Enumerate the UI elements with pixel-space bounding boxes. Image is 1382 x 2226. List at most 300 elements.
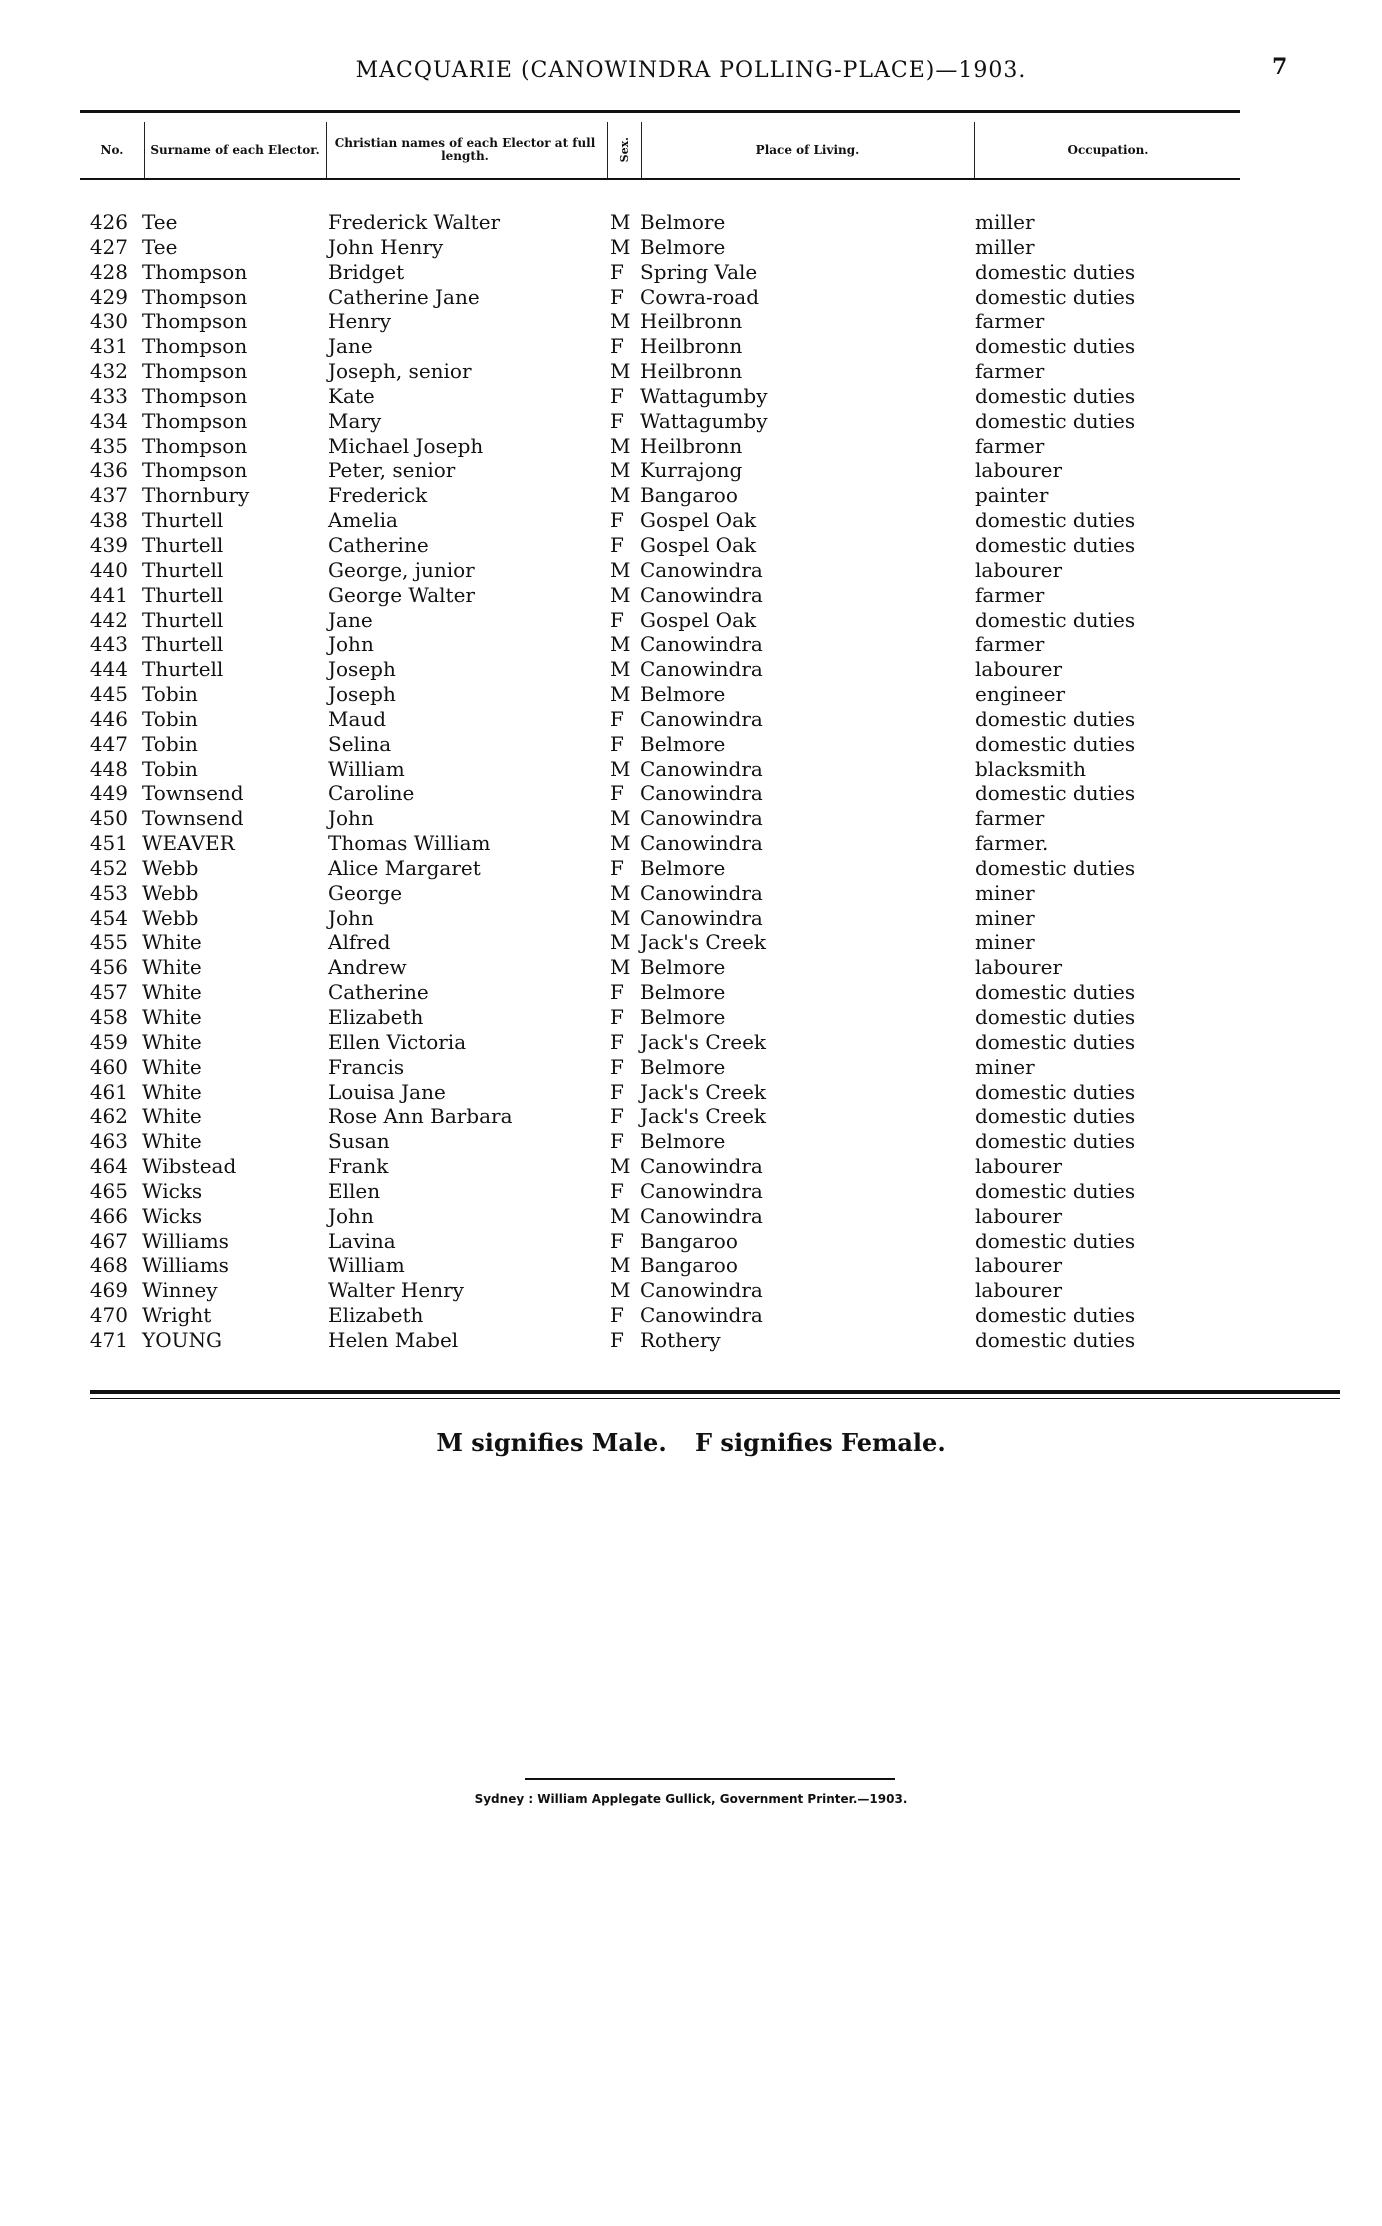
- elector-given-names: Alice Margaret: [328, 855, 481, 880]
- elector-given-names: John: [328, 806, 374, 831]
- table-row: [0, 483, 1382, 508]
- elector-surname: White: [142, 1079, 202, 1104]
- elector-sex: M: [610, 1253, 631, 1278]
- elector-occupation: labourer: [975, 1278, 1063, 1303]
- elector-sex: M: [610, 880, 631, 905]
- elector-occupation: domestic duties: [975, 259, 1136, 284]
- elector-sex: F: [610, 1178, 624, 1203]
- elector-surname: Thompson: [142, 359, 248, 384]
- legend-male: M signifies Male.: [436, 1428, 667, 1457]
- elector-sex: F: [610, 1303, 624, 1328]
- elector-surname: Tee: [142, 234, 178, 259]
- elector-number: 464: [89, 1154, 128, 1179]
- elector-place: Canowindra: [640, 657, 763, 682]
- table-row: [0, 657, 1382, 682]
- elector-surname: Thurtell: [142, 582, 224, 607]
- table-row: [0, 1129, 1382, 1154]
- elector-surname: Wicks: [142, 1203, 203, 1228]
- elector-given-names: Rose Ann Barbara: [328, 1104, 513, 1129]
- elector-given-names: Joseph: [328, 682, 396, 707]
- elector-number: 469: [89, 1278, 128, 1303]
- elector-place: Gospel Oak: [640, 508, 757, 533]
- elector-sex: F: [610, 980, 624, 1005]
- elector-occupation: labourer: [975, 1203, 1063, 1228]
- elector-occupation: domestic duties: [975, 383, 1136, 408]
- table-row: [0, 757, 1382, 782]
- elector-number: 467: [89, 1228, 128, 1253]
- elector-place: Cowra-road: [640, 284, 760, 309]
- elector-given-names: John: [328, 632, 374, 657]
- elector-sex: F: [610, 284, 624, 309]
- elector-place: Canowindra: [640, 781, 763, 806]
- table-row: [0, 955, 1382, 980]
- elector-occupation: labourer: [975, 458, 1063, 483]
- elector-place: Canowindra: [640, 706, 763, 731]
- elector-surname: Webb: [142, 880, 199, 905]
- table-row: [0, 682, 1382, 707]
- elector-given-names: Mary: [328, 408, 382, 433]
- elector-occupation: engineer: [975, 682, 1066, 707]
- elector-surname: Thompson: [142, 408, 248, 433]
- elector-given-names: John: [328, 1203, 374, 1228]
- elector-sex: M: [610, 1278, 631, 1303]
- elector-place: Wattagumby: [640, 383, 768, 408]
- elector-occupation: labourer: [975, 657, 1063, 682]
- elector-place: Belmore: [640, 980, 726, 1005]
- elector-given-names: Ellen: [328, 1178, 381, 1203]
- elector-surname: White: [142, 1129, 202, 1154]
- elector-given-names: Joseph: [328, 657, 396, 682]
- printer-imprint: Sydney : William Applegate Gullick, Government Printer.—1903.: [474, 1792, 908, 1806]
- elector-place: Rothery: [640, 1327, 721, 1352]
- table-row: [0, 732, 1382, 757]
- table-row: [0, 533, 1382, 558]
- elector-sex: M: [610, 1203, 631, 1228]
- elector-occupation: labourer: [975, 1154, 1063, 1179]
- page-number: 7: [1272, 54, 1288, 80]
- elector-surname: Thompson: [142, 458, 248, 483]
- table-row: [0, 334, 1382, 359]
- elector-given-names: Helen Mabel: [328, 1327, 459, 1352]
- elector-place: Belmore: [640, 234, 726, 259]
- elector-surname: White: [142, 1029, 202, 1054]
- elector-place: Belmore: [640, 682, 726, 707]
- elector-sex: F: [610, 1054, 624, 1079]
- elector-number: 430: [89, 309, 128, 334]
- elector-given-names: Maud: [328, 706, 387, 731]
- elector-place: Heilbronn: [640, 433, 743, 458]
- column-divider: [607, 122, 608, 178]
- table-row: [0, 1080, 1382, 1105]
- table-row: [0, 285, 1382, 310]
- elector-surname: Webb: [142, 855, 199, 880]
- elector-sex: F: [610, 259, 624, 284]
- elector-surname: Williams: [142, 1253, 229, 1278]
- elector-number: 454: [89, 905, 128, 930]
- column-header-occupation: Occupation.: [1067, 142, 1149, 157]
- elector-surname: Wicks: [142, 1178, 203, 1203]
- elector-occupation: domestic duties: [975, 1178, 1136, 1203]
- elector-occupation: domestic duties: [975, 607, 1136, 632]
- elector-given-names: Francis: [328, 1054, 405, 1079]
- elector-occupation: blacksmith: [975, 756, 1086, 781]
- elector-place: Gospel Oak: [640, 532, 757, 557]
- elector-surname: Townsend: [142, 806, 244, 831]
- elector-surname: White: [142, 930, 202, 955]
- elector-number: 432: [89, 359, 128, 384]
- elector-place: Wattagumby: [640, 408, 768, 433]
- elector-given-names: George Walter: [328, 582, 475, 607]
- elector-sex: M: [610, 458, 631, 483]
- elector-surname: Tobin: [142, 756, 198, 781]
- sex-legend: [0, 1428, 1382, 1457]
- elector-number: 458: [89, 1005, 128, 1029]
- elector-sex: M: [610, 483, 631, 508]
- elector-place: Heilbronn: [640, 334, 743, 359]
- elector-occupation: miller: [975, 234, 1035, 259]
- elector-number: 465: [89, 1178, 128, 1203]
- table-row: [0, 906, 1382, 931]
- table-row: [0, 235, 1382, 260]
- elector-place: Canowindra: [640, 756, 763, 781]
- elector-occupation: labourer: [975, 557, 1063, 582]
- elector-number: 440: [89, 557, 128, 582]
- column-header-surname: Surname of each Elector.: [150, 142, 320, 157]
- elector-place: Canowindra: [640, 905, 763, 930]
- column-header-place: Place of Living.: [755, 142, 860, 157]
- elector-occupation: domestic duties: [975, 284, 1136, 309]
- elector-given-names: Selina: [328, 731, 392, 756]
- elector-place: Jack's Creek: [640, 1079, 767, 1104]
- elector-place: Belmore: [640, 1054, 726, 1079]
- elector-number: 446: [89, 706, 128, 731]
- elector-occupation: domestic duties: [975, 1327, 1136, 1352]
- column-divider: [641, 122, 642, 178]
- elector-surname: Williams: [142, 1228, 229, 1253]
- elector-place: Canowindra: [640, 1303, 763, 1328]
- elector-surname: Thompson: [142, 334, 248, 359]
- elector-surname: Thurtell: [142, 632, 224, 657]
- elector-sex: M: [610, 756, 631, 781]
- elector-sex: F: [610, 855, 624, 880]
- elector-occupation: domestic duties: [975, 408, 1136, 433]
- elector-occupation: domestic duties: [975, 508, 1136, 533]
- elector-surname: Tee: [142, 210, 178, 234]
- table-row: [0, 1030, 1382, 1055]
- table-row: [0, 1303, 1382, 1328]
- table-row: [0, 1229, 1382, 1254]
- elector-surname: White: [142, 1005, 202, 1029]
- table-row: [0, 508, 1382, 533]
- elector-surname: Thurtell: [142, 607, 224, 632]
- elector-number: 448: [89, 756, 128, 781]
- elector-sex: F: [610, 1327, 624, 1352]
- table-row: [0, 434, 1382, 459]
- elector-given-names: William: [328, 756, 405, 781]
- elector-number: 444: [89, 657, 128, 682]
- table-row: [0, 409, 1382, 434]
- elector-given-names: George: [328, 880, 403, 905]
- elector-place: Belmore: [640, 731, 726, 756]
- elector-surname: Thompson: [142, 309, 248, 334]
- table-row: [0, 1055, 1382, 1080]
- elector-sex: M: [610, 557, 631, 582]
- elector-number: 431: [89, 334, 128, 359]
- elector-sex: M: [610, 433, 631, 458]
- elector-occupation: painter: [975, 483, 1049, 508]
- elector-sex: M: [610, 234, 631, 259]
- elector-number: 442: [89, 607, 128, 632]
- elector-given-names: Elizabeth: [328, 1303, 424, 1328]
- elector-number: 471: [89, 1327, 128, 1352]
- elector-sex: M: [610, 309, 631, 334]
- elector-occupation: domestic duties: [975, 334, 1136, 359]
- elector-given-names: Michael Joseph: [328, 433, 484, 458]
- elector-given-names: Bridget: [328, 259, 405, 284]
- elector-sex: F: [610, 1129, 624, 1154]
- table-row: [0, 210, 1382, 235]
- printer-rule: [525, 1778, 895, 1780]
- elector-place: Spring Vale: [640, 259, 758, 284]
- elector-occupation: domestic duties: [975, 1129, 1136, 1154]
- elector-occupation: farmer: [975, 309, 1045, 334]
- elector-number: 447: [89, 731, 128, 756]
- page-title: MACQUARIE (CANOWINDRA POLLING-PLACE)—1903.: [355, 58, 1027, 83]
- elector-list: [0, 210, 1382, 1353]
- elector-occupation: farmer: [975, 433, 1045, 458]
- elector-place: Belmore: [640, 855, 726, 880]
- elector-number: 438: [89, 508, 128, 533]
- elector-place: Jack's Creek: [640, 1029, 767, 1054]
- elector-number: 451: [89, 831, 128, 856]
- elector-place: Heilbronn: [640, 359, 743, 384]
- elector-sex: M: [610, 905, 631, 930]
- elector-occupation: farmer: [975, 632, 1045, 657]
- column-header-no: No.: [100, 142, 124, 157]
- elector-given-names: Louisa Jane: [328, 1079, 446, 1104]
- table-row: [0, 856, 1382, 881]
- elector-sex: F: [610, 408, 624, 433]
- header-bottom-rule: [80, 178, 1240, 180]
- table-row: [0, 881, 1382, 906]
- elector-sex: M: [610, 582, 631, 607]
- elector-surname: Winney: [142, 1278, 218, 1303]
- elector-number: 434: [89, 408, 128, 433]
- elector-place: Canowindra: [640, 1203, 763, 1228]
- elector-given-names: Kate: [328, 383, 375, 408]
- elector-number: 457: [89, 980, 128, 1005]
- elector-given-names: Jane: [328, 334, 373, 359]
- table-row: [0, 458, 1382, 483]
- elector-sex: F: [610, 781, 624, 806]
- elector-surname: Wright: [142, 1303, 212, 1328]
- table-row: [0, 1179, 1382, 1204]
- elector-occupation: labourer: [975, 955, 1063, 980]
- table-bottom-thin-rule: [90, 1398, 1340, 1399]
- elector-sex: F: [610, 383, 624, 408]
- elector-number: 466: [89, 1203, 128, 1228]
- elector-place: Canowindra: [640, 1278, 763, 1303]
- elector-given-names: Frank: [328, 1154, 389, 1179]
- elector-given-names: Frederick Walter: [328, 210, 501, 234]
- elector-given-names: Thomas William: [328, 831, 491, 856]
- elector-number: 450: [89, 806, 128, 831]
- elector-occupation: domestic duties: [975, 1079, 1136, 1104]
- elector-given-names: Peter, senior: [328, 458, 456, 483]
- elector-occupation: domestic duties: [975, 781, 1136, 806]
- elector-given-names: Joseph, senior: [328, 359, 472, 384]
- elector-number: 455: [89, 930, 128, 955]
- elector-sex: F: [610, 532, 624, 557]
- table-row: [0, 608, 1382, 633]
- column-divider: [326, 122, 327, 178]
- elector-occupation: miner: [975, 905, 1035, 930]
- elector-occupation: miller: [975, 210, 1035, 234]
- elector-place: Belmore: [640, 955, 726, 980]
- elector-sex: M: [610, 682, 631, 707]
- elector-number: 437: [89, 483, 128, 508]
- table-row: [0, 632, 1382, 657]
- elector-place: Bangaroo: [640, 483, 738, 508]
- elector-occupation: domestic duties: [975, 855, 1136, 880]
- elector-given-names: Susan: [328, 1129, 390, 1154]
- elector-sex: M: [610, 955, 631, 980]
- elector-place: Jack's Creek: [640, 1104, 767, 1129]
- elector-occupation: domestic duties: [975, 532, 1136, 557]
- elector-number: 439: [89, 532, 128, 557]
- elector-occupation: farmer.: [975, 831, 1049, 856]
- elector-place: Canowindra: [640, 632, 763, 657]
- elector-surname: Thompson: [142, 383, 248, 408]
- table-row: [0, 831, 1382, 856]
- elector-occupation: domestic duties: [975, 706, 1136, 731]
- table-row: [0, 930, 1382, 955]
- elector-given-names: George, junior: [328, 557, 475, 582]
- elector-sex: F: [610, 706, 624, 731]
- elector-place: Canowindra: [640, 880, 763, 905]
- column-divider: [974, 122, 975, 178]
- elector-place: Belmore: [640, 210, 726, 234]
- elector-sex: M: [610, 657, 631, 682]
- header-top-rule: [80, 110, 1240, 113]
- elector-number: 428: [89, 259, 128, 284]
- elector-given-names: Alfred: [328, 930, 391, 955]
- elector-given-names: Andrew: [328, 955, 407, 980]
- table-row: [0, 707, 1382, 732]
- elector-place: Gospel Oak: [640, 607, 757, 632]
- elector-number: 427: [89, 234, 128, 259]
- elector-number: 459: [89, 1029, 128, 1054]
- elector-given-names: Catherine: [328, 532, 429, 557]
- elector-number: 470: [89, 1303, 128, 1328]
- elector-number: 443: [89, 632, 128, 657]
- elector-surname: Townsend: [142, 781, 244, 806]
- elector-number: 460: [89, 1054, 128, 1079]
- table-row: [0, 1154, 1382, 1179]
- elector-surname: WEAVER: [142, 831, 235, 856]
- elector-occupation: domestic duties: [975, 1005, 1136, 1029]
- elector-place: Canowindra: [640, 557, 763, 582]
- table-row: [0, 1278, 1382, 1303]
- elector-given-names: Catherine: [328, 980, 429, 1005]
- elector-given-names: William: [328, 1253, 405, 1278]
- elector-place: Bangaroo: [640, 1228, 738, 1253]
- elector-surname: White: [142, 1104, 202, 1129]
- elector-place: Belmore: [640, 1129, 726, 1154]
- table-bottom-rule: [90, 1390, 1340, 1394]
- elector-surname: Tobin: [142, 682, 198, 707]
- elector-place: Canowindra: [640, 582, 763, 607]
- table-row: [0, 980, 1382, 1005]
- elector-occupation: domestic duties: [975, 1303, 1136, 1328]
- elector-given-names: Amelia: [328, 508, 398, 533]
- elector-given-names: John: [328, 905, 374, 930]
- table-row: [0, 260, 1382, 285]
- elector-place: Canowindra: [640, 806, 763, 831]
- table-row: [0, 1104, 1382, 1129]
- elector-occupation: farmer: [975, 359, 1045, 384]
- column-divider: [144, 122, 145, 178]
- column-header-sex-cell: [610, 128, 638, 172]
- elector-sex: F: [610, 334, 624, 359]
- elector-sex: F: [610, 508, 624, 533]
- elector-surname: Thompson: [142, 433, 248, 458]
- elector-place: Canowindra: [640, 1178, 763, 1203]
- elector-given-names: Elizabeth: [328, 1005, 424, 1029]
- table-row: [0, 583, 1382, 608]
- elector-given-names: Lavina: [328, 1228, 396, 1253]
- elector-surname: Tobin: [142, 706, 198, 731]
- elector-sex: F: [610, 1104, 624, 1129]
- table-row: [0, 781, 1382, 806]
- elector-occupation: domestic duties: [975, 731, 1136, 756]
- elector-occupation: domestic duties: [975, 980, 1136, 1005]
- elector-occupation: miner: [975, 880, 1035, 905]
- elector-sex: M: [610, 1154, 631, 1179]
- elector-sex: M: [610, 806, 631, 831]
- column-header-given-names: Christian names of each Elector at full length.: [334, 136, 596, 163]
- elector-number: 449: [89, 781, 128, 806]
- elector-surname: White: [142, 1054, 202, 1079]
- elector-given-names: John Henry: [328, 234, 444, 259]
- elector-occupation: farmer: [975, 582, 1045, 607]
- elector-occupation: labourer: [975, 1253, 1063, 1278]
- table-row: [0, 1253, 1382, 1278]
- elector-number: 433: [89, 383, 128, 408]
- elector-occupation: domestic duties: [975, 1104, 1136, 1129]
- elector-sex: F: [610, 1228, 624, 1253]
- elector-given-names: Walter Henry: [328, 1278, 464, 1303]
- elector-surname: White: [142, 955, 202, 980]
- elector-number: 436: [89, 458, 128, 483]
- elector-number: 468: [89, 1253, 128, 1278]
- elector-surname: Thurtell: [142, 508, 224, 533]
- elector-surname: Thurtell: [142, 557, 224, 582]
- elector-surname: YOUNG: [142, 1327, 222, 1352]
- table-row: [0, 558, 1382, 583]
- elector-sex: F: [610, 1005, 624, 1029]
- table-row: [0, 1005, 1382, 1030]
- elector-surname: Wibstead: [142, 1154, 237, 1179]
- table-row: [0, 359, 1382, 384]
- elector-number: 435: [89, 433, 128, 458]
- elector-given-names: Frederick: [328, 483, 428, 508]
- elector-place: Jack's Creek: [640, 930, 767, 955]
- elector-sex: F: [610, 731, 624, 756]
- elector-sex: M: [610, 210, 631, 234]
- elector-occupation: domestic duties: [975, 1228, 1136, 1253]
- elector-number: 463: [89, 1129, 128, 1154]
